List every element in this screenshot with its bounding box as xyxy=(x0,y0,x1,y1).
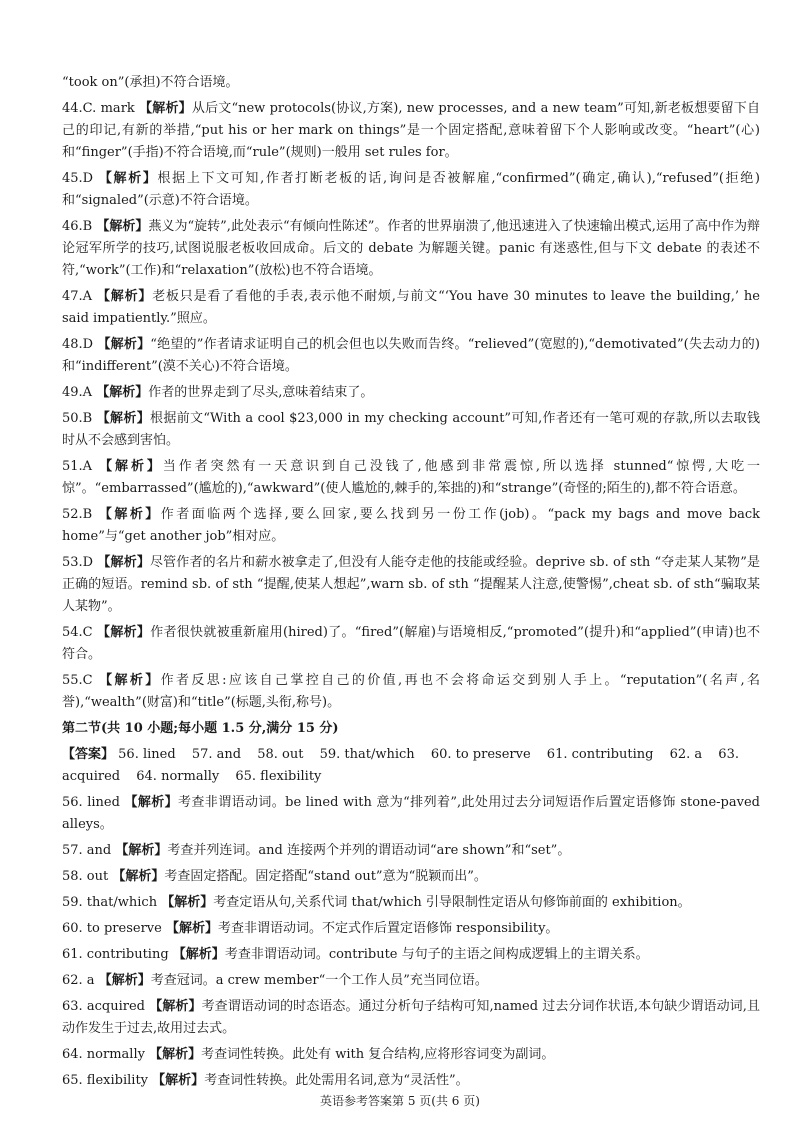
answer-item-56 xyxy=(62,792,760,836)
analysis-tag: 【解析】 xyxy=(96,385,149,400)
analysis-tag: 【解析】 xyxy=(165,921,218,936)
item-text: 作者反思:应该自己掌控自己的价值,再也不会将命运交到别人手上。“reputation”(名声,名誉),“wealth”(财富)和“title”(标题,头衔,称号)。 xyxy=(62,673,760,710)
answer-key-item: 56. lined xyxy=(118,747,176,762)
answer-item-55 xyxy=(62,670,760,714)
item-number: 62. a xyxy=(62,973,95,988)
analysis-tag: 【解析】 xyxy=(98,171,158,186)
item-text: 考查非谓语动词。contribute 与句子的主语之间构成逻辑上的主谓关系。 xyxy=(224,947,649,962)
answer-item-63 xyxy=(62,996,760,1040)
item-number: 53.D xyxy=(62,555,94,570)
item-number: 57. and xyxy=(62,843,112,858)
item-text: 考查定语从句,关系代词 that/which 引导限制性定语从句修饰前面的 exhibition。 xyxy=(213,895,691,910)
item-number: 52.B xyxy=(62,507,93,522)
analysis-tag: 【解析】 xyxy=(98,973,151,988)
analysis-tag: 【解析】 xyxy=(97,337,151,352)
item-number: 46.B xyxy=(62,219,93,234)
answer-key-item: 57. and xyxy=(191,747,242,762)
analysis-tag: 【解析】 xyxy=(115,843,168,858)
answer-key-item: 58. out xyxy=(257,747,304,762)
item-number: 56. lined xyxy=(62,795,120,810)
answer-item-53 xyxy=(62,552,760,618)
item-number: 61. contributing xyxy=(62,947,169,962)
item-text: 考查并列连词。and 连接两个并列的谓语动词“are shown”和“set”。 xyxy=(167,843,571,858)
answer-item-52 xyxy=(62,504,760,548)
answer-item-58 xyxy=(62,866,760,888)
answer-item-59 xyxy=(62,892,760,914)
analysis-tag: 【解析】 xyxy=(172,947,225,962)
analysis-tag: 【解析】 xyxy=(97,289,153,304)
answer-key-item: 61. contributing xyxy=(546,747,654,762)
analysis-tag: 【解析】 xyxy=(149,1047,202,1062)
item-number: 45.D xyxy=(62,171,94,186)
answer-item-49 xyxy=(62,382,760,404)
analysis-tag: 【解析】 xyxy=(161,895,214,910)
item-number: 49.A xyxy=(62,385,93,400)
answer-item-48 xyxy=(62,334,760,378)
item-text: 燕义为“旋转”,此处表示“有倾向性陈述”。作者的世界崩溃了,他迅速进入了快速输出模式,运用了高中作为辩论冠军所学的技巧,试图说服老板收回成命。后文的 debate 为解题关键。panic 有迷惑性,但与下文 debate 的表述不符,“work”(工作)和“relaxation”(放松)也不符合语境。 xyxy=(62,219,760,278)
answer-key-item: 65. flexibility xyxy=(235,769,322,784)
item-text: 尽管作者的名片和薪水被拿走了,但没有人能夺走他的技能或经验。deprive sb. of sth “夺走某人某物”是正确的短语。remind sb. of sth “提醒,使某人想起”,warn sb. of sth “提醒某人注意,使警惕”,cheat sb. of sth“骗取某人某物”。 xyxy=(62,555,760,614)
analysis-tag: 【解析】 xyxy=(98,507,161,522)
item-number: 64. normally xyxy=(62,1047,145,1062)
answer-item-54 xyxy=(62,622,760,666)
answer-item-62 xyxy=(62,970,760,992)
item-number: 59. that/which xyxy=(62,895,158,910)
item-text: 考查非谓语动词。be lined with 意为“排列着”,此处用过去分词短语作后置定语修饰 stone-paved alleys。 xyxy=(62,795,760,832)
analysis-tag: 【解析】 xyxy=(96,411,151,426)
item-text: 考查固定搭配。固定搭配“stand out”意为“脱颖而出”。 xyxy=(164,869,487,884)
answer-item-60 xyxy=(62,918,760,940)
answer-item-51 xyxy=(62,456,760,500)
analysis-tag: 【解析】 xyxy=(99,459,163,474)
item-number: 63. acquired xyxy=(62,999,146,1014)
answer-item-57 xyxy=(62,840,760,862)
answer-key-item: 62. a xyxy=(669,747,703,762)
item-text: 作者的世界走到了尽头,意味着结束了。 xyxy=(148,385,374,400)
answer-item-47 xyxy=(62,286,760,330)
answer-key-item: 60. to preserve xyxy=(430,747,531,762)
analysis-tag: 【解析】 xyxy=(99,673,161,688)
answer-key xyxy=(62,744,760,788)
answer-item-45 xyxy=(62,168,760,212)
item-text: 考查非谓语动词。不定式作后置定语修饰 responsibility。 xyxy=(218,921,559,936)
analysis-tag: 【解析】 xyxy=(152,1073,205,1088)
answer-item-64 xyxy=(62,1044,760,1066)
item-text: 考查词性转换。此处需用名词,意为“灵活性”。 xyxy=(204,1073,469,1088)
analysis-tag: 【解析】 xyxy=(139,101,192,116)
item-text: 当作者突然有一天意识到自己没钱了,他感到非常震惊,所以选择 stunned“惊愕,大吃一惊”。“embarrassed”(尴尬的),“awkward”(使人尴尬的,棘手的,笨拙的)和“strange”(奇怪的;陌生的),都不符合语意。 xyxy=(62,459,760,496)
item-number: 54.C xyxy=(62,625,93,640)
answer-key-label: 【答案】 xyxy=(62,747,115,762)
item-text: 根据前文“With a cool $23,000 in my checking account”可知,作者还有一笔可观的存款,所以去取钱时从不会感到害怕。 xyxy=(62,411,760,448)
answer-item-44 xyxy=(62,98,760,164)
answer-key-item: 64. normally xyxy=(136,769,220,784)
item-number: 47.A xyxy=(62,289,93,304)
answer-key-item: 59. that/which xyxy=(319,747,415,762)
answer-item-65 xyxy=(62,1070,760,1092)
answer-key-item: 63. acquired xyxy=(62,747,739,784)
analysis-tag: 【解析】 xyxy=(112,869,165,884)
item-text: 作者很快就被重新雇用(hired)了。“fired”(解雇)与语境相反,“promoted”(提升)和“applied”(申请)也不符合。 xyxy=(62,625,760,662)
item-number: 65. flexibility xyxy=(62,1073,149,1088)
analysis-tag: 【解析】 xyxy=(124,795,179,810)
item-number: 44.C. mark xyxy=(62,101,135,116)
analysis-tag: 【解析】 xyxy=(149,999,202,1014)
item-number: 51.A xyxy=(62,459,93,474)
item-text: “绝望的”作者请求证明自己的机会但也以失败而告终。“relieved”(宽慰的),“demotivated”(失去动力的)和“indifferent”(漠不关心)不符合语境。 xyxy=(62,337,760,374)
section-title: 第二节(共 10 小题;每小题 1.5 分,满分 15 分) xyxy=(62,721,339,736)
analysis-tag: 【解析】 xyxy=(96,219,149,234)
item-text: 作者面临两个选择,要么回家,要么找到另一份工作(job)。“pack my bags and move back home”与“get another job”相对应。 xyxy=(62,507,760,544)
item-text: 考查词性转换。此处有 with 复合结构,应将形容词变为副词。 xyxy=(201,1047,555,1062)
answer-item-46 xyxy=(62,216,760,282)
paragraph-continuation: “took on”(承担)不符合语境。 xyxy=(62,75,239,90)
item-text: 考查冠词。a crew member“一个工作人员”充当同位语。 xyxy=(150,973,488,988)
analysis-tag: 【解析】 xyxy=(97,625,151,640)
answer-item-61 xyxy=(62,944,760,966)
item-number: 58. out xyxy=(62,869,109,884)
item-text: 老板只是看了看他的手表,表示他不耐烦,与前文“‘You have 30 minutes to leave the building,’ he said impatiently.”照应。 xyxy=(62,289,760,326)
answer-item-50 xyxy=(62,408,760,452)
item-number: 48.D xyxy=(62,337,94,352)
item-number: 60. to preserve xyxy=(62,921,162,936)
item-text: 从后文“new protocols(协议,方案), new processes, and a new team”可知,新老板想要留下自己的印记,有新的举措,“put his or her mark on things”是一个固定搭配,意味着留下个人影响或改变。“heart”(心)和“finger”(手指)不符合语境,而“rule”(规则)一般用 set rules for。 xyxy=(62,101,760,160)
item-number: 55.C xyxy=(62,673,93,688)
item-number: 50.B xyxy=(62,411,93,426)
page-footer: 英语参考答案第 5 页(共 6 页) xyxy=(320,1094,480,1108)
analysis-tag: 【解析】 xyxy=(97,555,150,570)
item-text: 根据上下文可知,作者打断老板的话,询问是否被解雇,“confirmed”(确定,确认),“refused”(拒绝)和“signaled”(示意)不符合语境。 xyxy=(62,171,760,208)
item-text: 考查谓语动词的时态语态。通过分析句子结构可知,named 过去分词作状语,本句缺少谓语动词,且动作发生于过去,故用过去式。 xyxy=(62,999,760,1036)
